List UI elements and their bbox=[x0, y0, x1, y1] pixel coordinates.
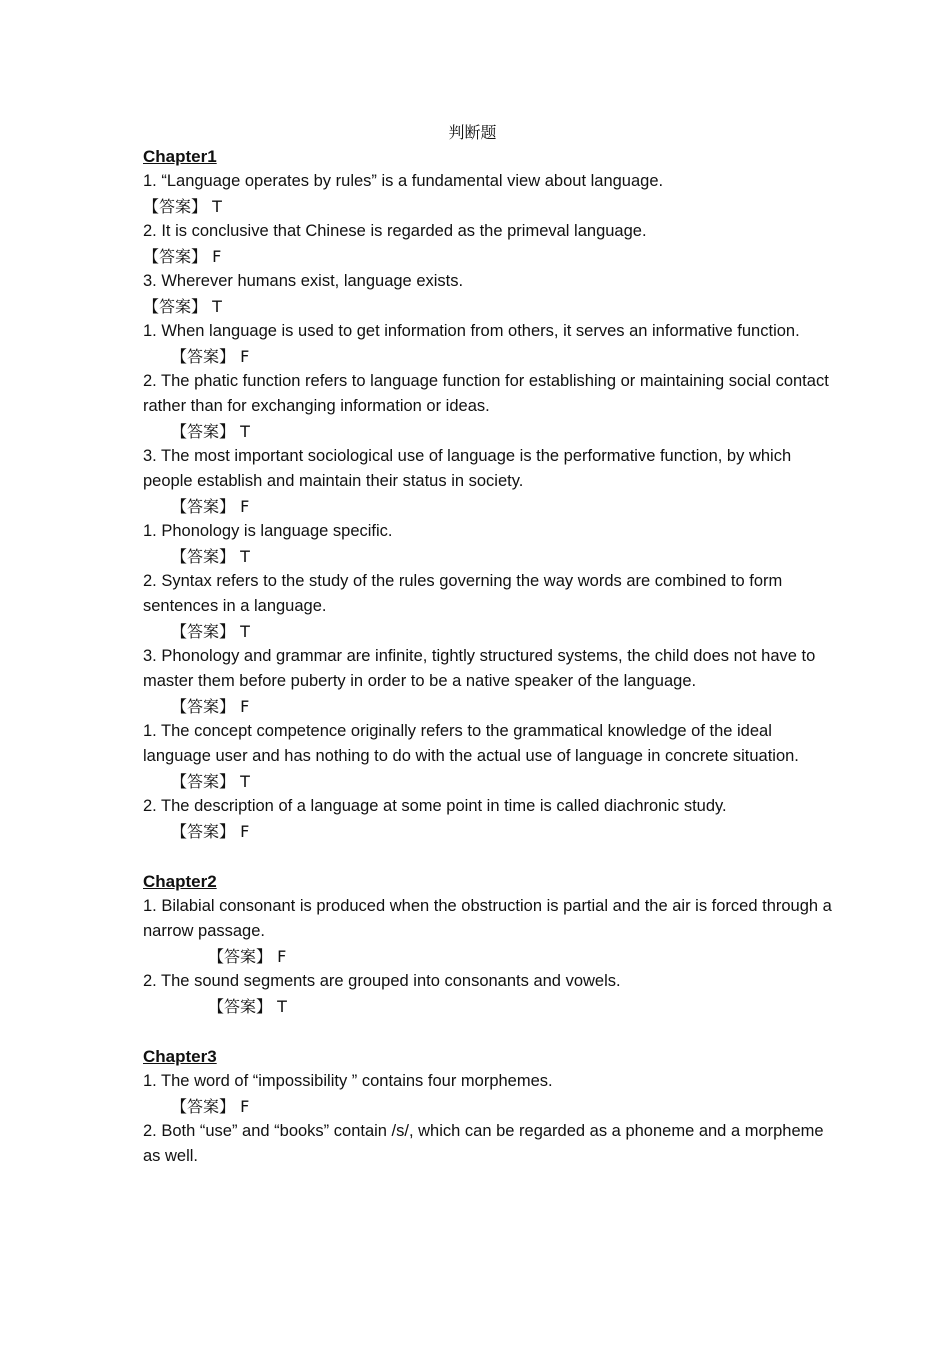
answer-value: F bbox=[240, 347, 250, 366]
answer-line bbox=[143, 294, 833, 319]
question-text: 2. The sound segments are grouped into consonants and vowels. bbox=[143, 972, 621, 990]
answer-label: 【答案】 bbox=[143, 197, 208, 216]
answer-label: 【答案】 bbox=[143, 297, 208, 316]
answer-value: T bbox=[240, 422, 250, 441]
answer-label: 【答案】 bbox=[171, 622, 236, 641]
answer-value: T bbox=[212, 197, 222, 216]
question-text: 2. Syntax refers to the study of the rules governing the way words are combined to form sentences in a language. bbox=[143, 572, 783, 615]
chapter-heading: Chapter2 bbox=[143, 872, 217, 891]
document-content bbox=[143, 144, 833, 1169]
question-text: 1. The concept competence originally refers to the grammatical knowledge of the ideal language user and has nothing to do with the actual use of language in concrete situation. bbox=[143, 722, 799, 765]
question-text: 3. Wherever humans exist, language exists. bbox=[143, 272, 464, 290]
chapter-heading: Chapter1 bbox=[143, 147, 217, 166]
question-text: 1. “Language operates by rules” is a fundamental view about language. bbox=[143, 172, 664, 190]
answer-line bbox=[143, 194, 833, 219]
answer-value: T bbox=[277, 997, 287, 1016]
answer-value: F bbox=[240, 1097, 250, 1116]
question-text: 3. The most important sociological use of language is the performative function, by which people establish and maintain their status in society. bbox=[143, 447, 792, 490]
answer-line bbox=[143, 1094, 833, 1119]
answer-value: T bbox=[240, 772, 250, 791]
answer-label: 【答案】 bbox=[143, 247, 208, 266]
answer-line bbox=[143, 694, 833, 719]
question-text: 1. The word of “impossibility ” contains four morphemes. bbox=[143, 1072, 553, 1090]
answer-label: 【答案】 bbox=[171, 1097, 236, 1116]
answer-value: F bbox=[277, 947, 287, 966]
question-text: 1. When language is used to get information from others, it serves an informative function. bbox=[143, 322, 800, 340]
question-text: 1. Bilabial consonant is produced when the obstruction is partial and the air is forced through a narrow passage. bbox=[143, 897, 832, 940]
answer-value: T bbox=[212, 297, 222, 316]
answer-line bbox=[143, 244, 833, 269]
answer-label: 【答案】 bbox=[171, 497, 236, 516]
question-text: 2. The phatic function refers to language function for establishing or maintaining social contact rather than for exchanging information or ideas. bbox=[143, 372, 829, 415]
answer-value: T bbox=[240, 547, 250, 566]
answer-label: 【答案】 bbox=[208, 947, 273, 966]
answer-line bbox=[143, 494, 833, 519]
question-text: 2. It is conclusive that Chinese is regarded as the primeval language. bbox=[143, 222, 647, 240]
answer-line bbox=[143, 944, 833, 969]
answer-line bbox=[143, 819, 833, 844]
answer-value: F bbox=[240, 822, 250, 841]
answer-line bbox=[143, 419, 833, 444]
answer-label: 【答案】 bbox=[208, 997, 273, 1016]
answer-value: F bbox=[212, 247, 222, 266]
answer-line bbox=[143, 544, 833, 569]
answer-line bbox=[143, 769, 833, 794]
answer-label: 【答案】 bbox=[171, 422, 236, 441]
answer-line bbox=[143, 994, 833, 1019]
question-text: 1. Phonology is language specific. bbox=[143, 522, 393, 540]
answer-value: F bbox=[240, 697, 250, 716]
chapter-heading: Chapter3 bbox=[143, 1047, 217, 1066]
question-text: 2. The description of a language at some point in time is called diachronic study. bbox=[143, 797, 727, 815]
question-text: 3. Phonology and grammar are infinite, tightly structured systems, the child does not have to master them before puberty in order to be a native speaker of the language. bbox=[143, 647, 816, 690]
answer-label: 【答案】 bbox=[171, 697, 236, 716]
answer-label: 【答案】 bbox=[171, 547, 236, 566]
question-text: 2. Both “use” and “books” contain /s/, which can be regarded as a phoneme and a morpheme as well. bbox=[143, 1122, 824, 1165]
answer-label: 【答案】 bbox=[171, 822, 236, 841]
page-title: 判断题 bbox=[448, 123, 497, 142]
answer-label: 【答案】 bbox=[171, 347, 236, 366]
answer-line bbox=[143, 619, 833, 644]
answer-value: T bbox=[240, 622, 250, 641]
answer-line bbox=[143, 344, 833, 369]
answer-label: 【答案】 bbox=[171, 772, 236, 791]
answer-value: F bbox=[240, 497, 250, 516]
